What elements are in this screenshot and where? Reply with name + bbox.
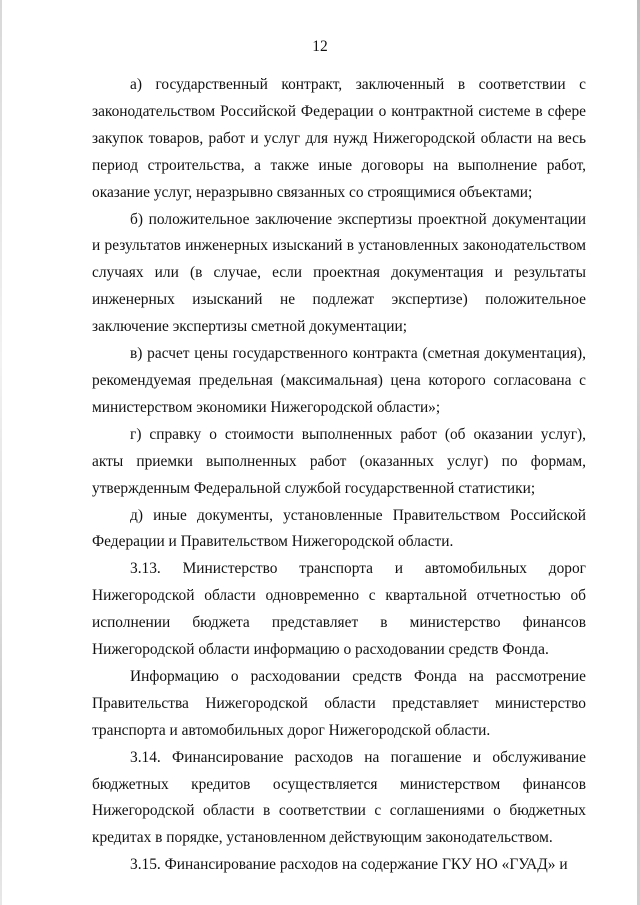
- paragraph-cost-certificate: г) справку о стоимости выполненных работ (об оказании услуг), акты приемки выполненных работ (оказанных услуг) по формам, утвержденным Федеральной службой государственной статистики;: [92, 425, 586, 497]
- paragraph-price-calculation: в) расчет цены государственного контракта (сметная документация), рекомендуемая предельная (максимальная) цена которого согласована с министерством экономики Нижегородской области»;: [92, 345, 586, 416]
- paragraph-3-14: 3.14. Финансирование расходов на погашение и обслуживание бюджетных кредитов осуществляется министерством финансов Нижегородской области в соответствии с соглашениями о бюджетных кредитах в порядке, установленном действующим законодательством.: [92, 748, 586, 847]
- page-number: 12: [312, 38, 328, 55]
- paragraph-3-15: 3.15. Финансирование расходов на содержание ГКУ НО «ГУАД» и: [130, 856, 568, 874]
- scan-edge-left: [0, 0, 2, 905]
- document-body: [92, 72, 586, 879]
- paragraph-3-13: 3.13. Министерство транспорта и автомобильных дорог Нижегородской области одновременно с квартальной отчетностью об исполнении бюджета представляет в министерство финансов Нижегородской области информацию о расходовании средств Фонда.: [92, 560, 586, 659]
- paragraph-fund-report: Информацию о расходовании средств Фонда на рассмотрение Правительства Нижегородской области представляет министерство транспорта и автомобильных дорог Нижегородской области.: [92, 667, 586, 739]
- paragraph-contract: а) государственный контракт, заключенный в соответствии с законодательством Российской Федерации о контрактной системе в сфере закупок товаров, работ и услуг для нужд Нижегородской области на весь период строительства, а также иные договоры на выполнение работ, оказание услуг, неразрывно связанных со строящимися объектами;: [92, 76, 586, 201]
- paragraph-expertise: б) положительное заключение экспертизы проектной документации и результатов инженерных изысканий в установленных законодательством случаях или (в случае, если проектная документация и результаты инженерных изысканий не подлежат экспертизе) положительное заключение экспертизы сметной документации;: [92, 210, 586, 336]
- paragraph-other-documents: д) иные документы, установленные Правительством Российской Федерации и Правительством Нижегородской области.: [92, 506, 586, 551]
